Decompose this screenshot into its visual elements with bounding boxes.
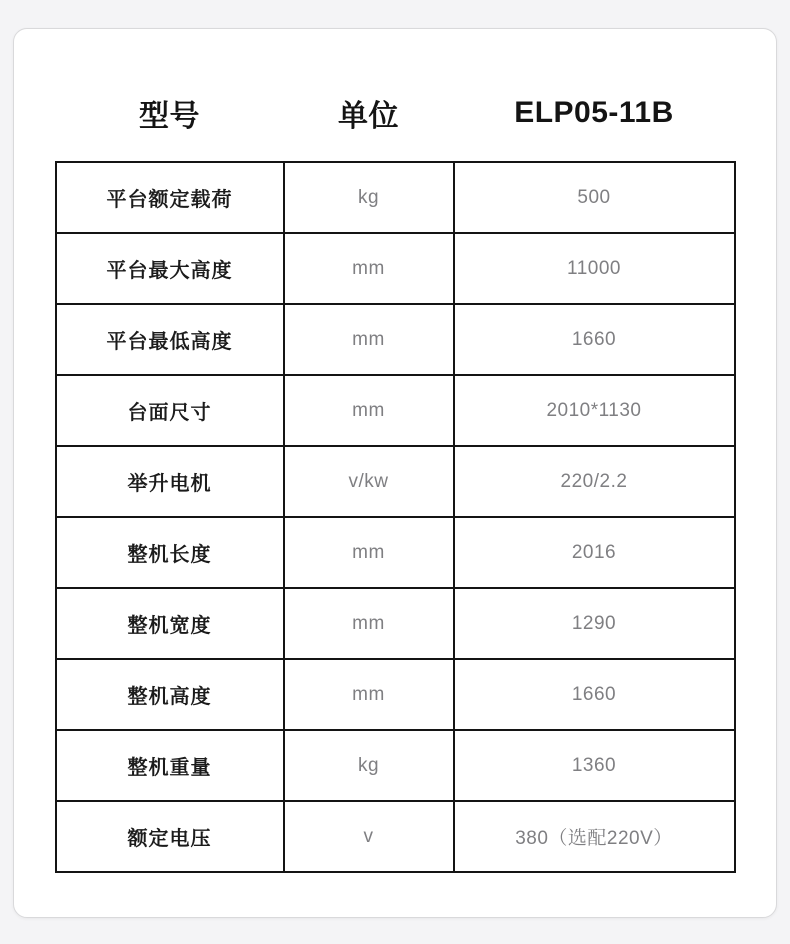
spec-unit: mm (284, 588, 454, 659)
spec-label: 举升电机 (56, 446, 284, 517)
spec-value: 11000 (454, 233, 735, 304)
spec-label: 平台额定载荷 (56, 162, 284, 233)
spec-label: 整机宽度 (56, 588, 284, 659)
table-row (56, 517, 735, 588)
spec-unit: mm (284, 517, 454, 588)
spec-label: 平台最大高度 (56, 233, 284, 304)
table-row (56, 375, 735, 446)
spec-unit: kg (284, 162, 454, 233)
spec-label: 整机高度 (56, 659, 284, 730)
spec-label: 台面尺寸 (56, 375, 284, 446)
spec-table-header (56, 83, 735, 143)
spec-value: 2016 (454, 517, 735, 588)
spec-label: 额定电压 (56, 801, 284, 872)
spec-value: 220/2.2 (454, 446, 735, 517)
spec-value: 500 (454, 162, 735, 233)
spec-label: 整机长度 (56, 517, 284, 588)
table-row (56, 304, 735, 375)
column-header-model-value: ELP05-11B (514, 96, 674, 129)
spec-unit: kg (284, 730, 454, 801)
table-row (56, 588, 735, 659)
column-header-unit: 单位 (338, 100, 399, 133)
spec-label: 整机重量 (56, 730, 284, 801)
spec-value: 2010*1130 (454, 375, 735, 446)
spec-value: 1660 (454, 659, 735, 730)
spec-unit: mm (284, 304, 454, 375)
spec-label: 平台最低高度 (56, 304, 284, 375)
spec-unit: mm (284, 233, 454, 304)
table-row (56, 446, 735, 517)
table-row (56, 730, 735, 801)
table-row (56, 162, 735, 233)
table-row (56, 801, 735, 872)
spec-unit: mm (284, 659, 454, 730)
spec-card (13, 28, 777, 918)
column-header-model: 型号 (139, 100, 200, 133)
spec-unit: v/kw (284, 446, 454, 517)
spec-value: 1660 (454, 304, 735, 375)
spec-table (55, 161, 736, 873)
table-row (56, 659, 735, 730)
spec-value: 380（选配220V） (454, 801, 735, 872)
spec-value: 1290 (454, 588, 735, 659)
table-row (56, 233, 735, 304)
spec-unit: v (284, 801, 454, 872)
spec-unit: mm (284, 375, 454, 446)
spec-value: 1360 (454, 730, 735, 801)
